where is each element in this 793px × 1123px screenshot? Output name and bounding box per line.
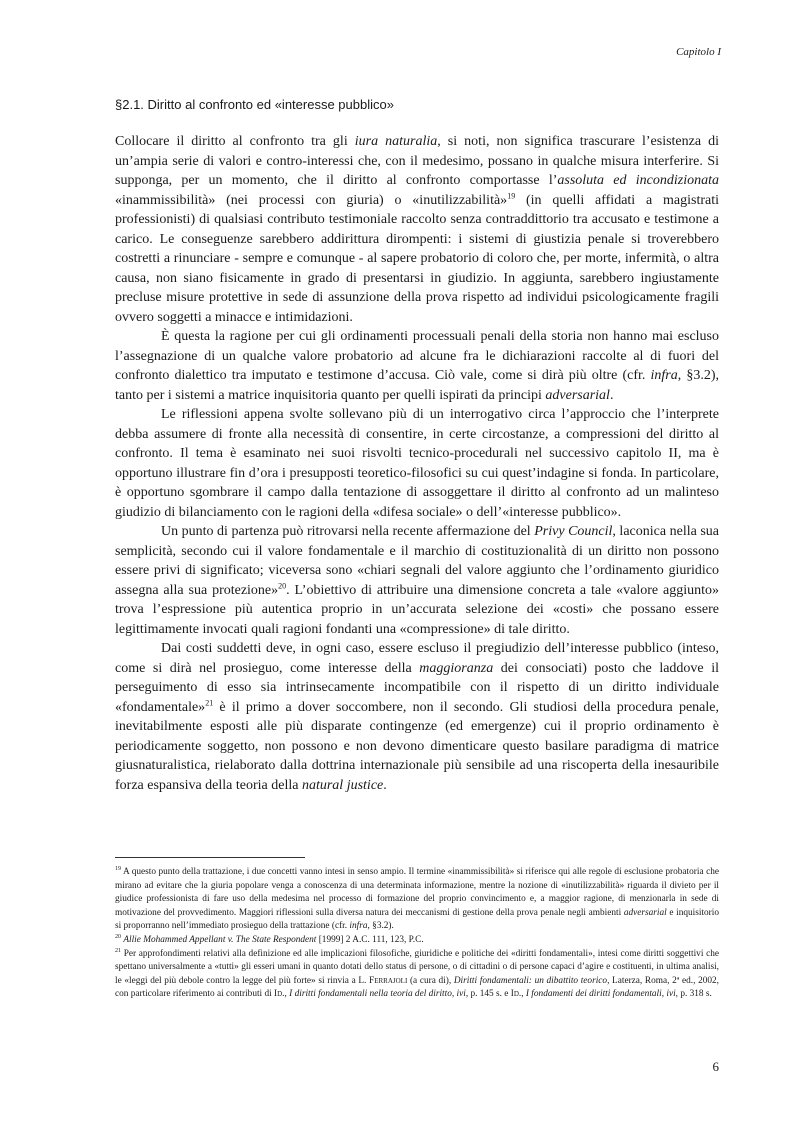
footnote-number: 20	[115, 933, 121, 940]
text-run: , Laterza, Roma, 2ª ed., 2002, con particolare riferimento ai contributi di	[115, 975, 720, 1000]
footnote-number: 21	[115, 947, 121, 954]
footnote-21	[115, 948, 719, 1002]
italic-term: ivi	[666, 989, 676, 1000]
text-run: È questa la ragione per cui gli ordinamenti processuali penali della storia non hanno mai escluso l’assegnazione di un qualche valore probatorio ad alcune fra le dichiarazioni raccolte al di fuori del confronto dialettico tra imputato e testimone d’accusa. Ciò vale, come si dirà più oltre (cfr.	[115, 329, 719, 383]
footnote-ref-20[interactable]: 20	[278, 580, 287, 590]
text-run: Per approfondimenti relativi alla definizione ed alle implicazioni filosofiche, giuridiche e politiche dei «diritti fondamentali», intesi come diritti soggettivi che spettano universalmente a «tutti» gli esseri umani in quanto dotati dello status di persone, o di cittadini o di persone capaci d’agire e costituenti, in ultima analisi, le «leggi del più debole contro la legge del più forte» si rinvia a L.	[115, 948, 719, 986]
footnotes	[115, 866, 719, 1002]
text-run: dei consociati) posto che laddove il perseguimento di esso sia intrinsecamente incompatibile con il rispetto di un diritto individuale «fondamentale»	[115, 660, 719, 715]
footnote-ref-21[interactable]: 21	[205, 697, 214, 707]
text-run: ,	[451, 989, 457, 1000]
footnote-number: 19	[115, 865, 121, 872]
paragraph-5	[115, 639, 719, 795]
text-run: .	[383, 777, 387, 793]
italic-term: iura naturalia	[354, 134, 438, 149]
paragraph-3	[115, 405, 719, 522]
text-run: ,	[521, 989, 526, 1000]
text-run: , si noti, non significa trascurare l’esistenza di un’ampia serie di valori e contro-interessi che, con il medesimo, possano in qualche misura interferire. Si supponga, per un momento, che il diritto al confronto comportasse l’	[115, 134, 719, 188]
text-run: Dai costi suddetti deve, in ogni caso, essere escluso il pregiudizio dell’interesse pubblico (inteso, come si dirà nel prosieguo, come interesse della	[115, 641, 719, 676]
italic-term: maggioranza	[419, 660, 494, 676]
text-run: A questo punto della trattazione, i due concetti vanno intesi in senso ampio. Il termine «inammissibilità» si riferisce qui alle regole di esclusione probatoria che mirano ad evitare che la giuria popolare venga a conoscenza di una determinata informazione, mentre la nozione di «inutilizzabilità» riguarda il divieto per il giudice professionista di fare uso della medesima nel processo di formazione del proprio convincimento e, a maggior ragione, di menzionarla in sede di motivazione del provvedimento. Maggiori riflessioni sulla diversa natura dei meccanismi di gestione della prova penale negli ambienti	[115, 867, 719, 918]
text-run: , §3.2).	[367, 921, 394, 932]
text-run: , p. 318 s.	[675, 989, 712, 1000]
italic-term: ivi	[456, 989, 466, 1000]
text-run: Un punto di partenza può ritrovarsi nella recente affermazione del	[161, 524, 535, 539]
text-run: «inammissibilità» (nei processi con giuria) o «inutilizzabilità»	[115, 192, 508, 208]
author-name: Ferrajoli	[369, 975, 408, 986]
text-run: ,	[284, 989, 290, 1000]
italic-term: adversarial	[623, 907, 667, 918]
paragraph-4	[115, 522, 719, 639]
text-run: (a cura di),	[407, 975, 454, 986]
italic-term: infra	[650, 368, 678, 383]
italic-term: Privy Council	[534, 524, 613, 539]
page-number: 6	[712, 1059, 719, 1074]
text-run: .	[609, 387, 614, 403]
text-run: Collocare il diritto al confronto tra gli	[115, 134, 355, 149]
italic-term: adversarial	[545, 387, 610, 403]
text-run: , p. 145 s. e	[465, 989, 511, 1000]
body-text	[115, 132, 719, 795]
text-run: è il primo a dover soccombere, non il secondo. Gli studiosi della procedura penale, inevitabilmente esposti alle più disparate contingenze (ed emergenze) cui il proprio ordinamento è periodicamente soggetto, non possono e non devono dimenticare questo basilare paradigma di matrice giusnaturalistica, rielaborato dalla dottrina internazionale più sensibile ad una riscoperta della inesauribile forza espansiva della teoria della	[115, 699, 719, 793]
italic-term: natural justice	[301, 777, 384, 793]
footnote-20	[115, 934, 719, 948]
italic-term: I diritti fondamentali nella teoria del diritto	[289, 989, 452, 1000]
paragraph-2	[115, 327, 719, 405]
text-run: , §3.2), tanto per i sistemi a matrice inquisitoria quanto per quelli ispirati da principi	[115, 368, 719, 403]
text-run: [1999] 2 A.C. 111, 123, P.C.	[316, 934, 424, 945]
italic-term: infra	[349, 921, 368, 932]
italic-term: assoluta ed incondizionata	[557, 173, 719, 188]
italic-term: I fondamenti dei diritti fondamentali	[525, 989, 662, 1000]
running-header: Capitolo I	[676, 46, 721, 58]
italic-term: Diritti fondamentali: un dibattito teorico	[453, 975, 608, 986]
text-run: ,	[661, 989, 667, 1000]
footnote-separator	[115, 857, 305, 858]
text-run: , laconica nella sua semplicità, secondo cui il valore fondamentale e il marchio di costituzionalità di un diritto non possono essere privi di significato; viceversa sono «chiari segnali del valore aggiunto che l’ordinamento giuridico assegna alla sua protezione»	[115, 524, 719, 598]
section-title: §2.1. Diritto al confronto ed «interesse pubblico»	[115, 97, 394, 112]
footnote-ref-19[interactable]: 19	[507, 190, 516, 200]
footnote-19	[115, 866, 719, 934]
text-run: e inquisitorio si proporranno nell’immediato prosieguo della trattazione (cfr.	[115, 907, 719, 932]
author-name: Id.	[510, 989, 522, 1000]
text-run: . L’obiettivo di attribuire una dimensione concreta a tale «valore aggiunto» trova l’espressione più autentica proprio in un’accurata selezione dei «costi» che possano essere legittimamente invocati quali ragioni fondanti una «compressione» di tale diritto.	[115, 582, 719, 637]
italic-term: Allie Mohammed Appellant v. The State Respondent	[123, 934, 317, 945]
paragraph-1	[115, 132, 719, 327]
author-name: Id.	[274, 989, 285, 1000]
text-run: Le riflessioni appena svolte sollevano più di un interrogativo circa l’approccio che l’interprete debba assumere di fronte alla necessità di consentire, in certe circostanze, a compressioni del diritto al confronto. Il tema è esaminato nei suoi risvolti tecnico-procedurali nel successivo capitolo II, ma è opportuno illustrare fin d’ora i presupposti teoretico-filosofici su cui quest’indagine si fonda. In particolare, è opportuno sgombrare il campo dalla tentazione di assoggettare il diritto al confronto ad un malinteso giudizio di bilanciamento con le ragioni della «difesa sociale» o dell’«interesse pubblico».	[115, 407, 719, 520]
text-run: (in quelli affidati a magistrati professionisti) di qualsiasi contributo testimoniale raccolto senza contraddittorio tra accusato e testimone a carico. Le conseguenze sarebbero addirittura dirompenti: i sistemi di giustizia penale si troverebbero costretti a rinunciare - sempre e comunque - al sapere probatorio di coloro che, per morte, infermità, o altra causa, non siano fisicamente in grado di presentarsi in giudizio. In aggiunta, sarebbero ingiustamente precluse misure protettive in sede di assunzione della prova rispetto ad individui psicologicamente fragili ovvero soggetti a minacce e intimidazioni.	[115, 192, 719, 325]
